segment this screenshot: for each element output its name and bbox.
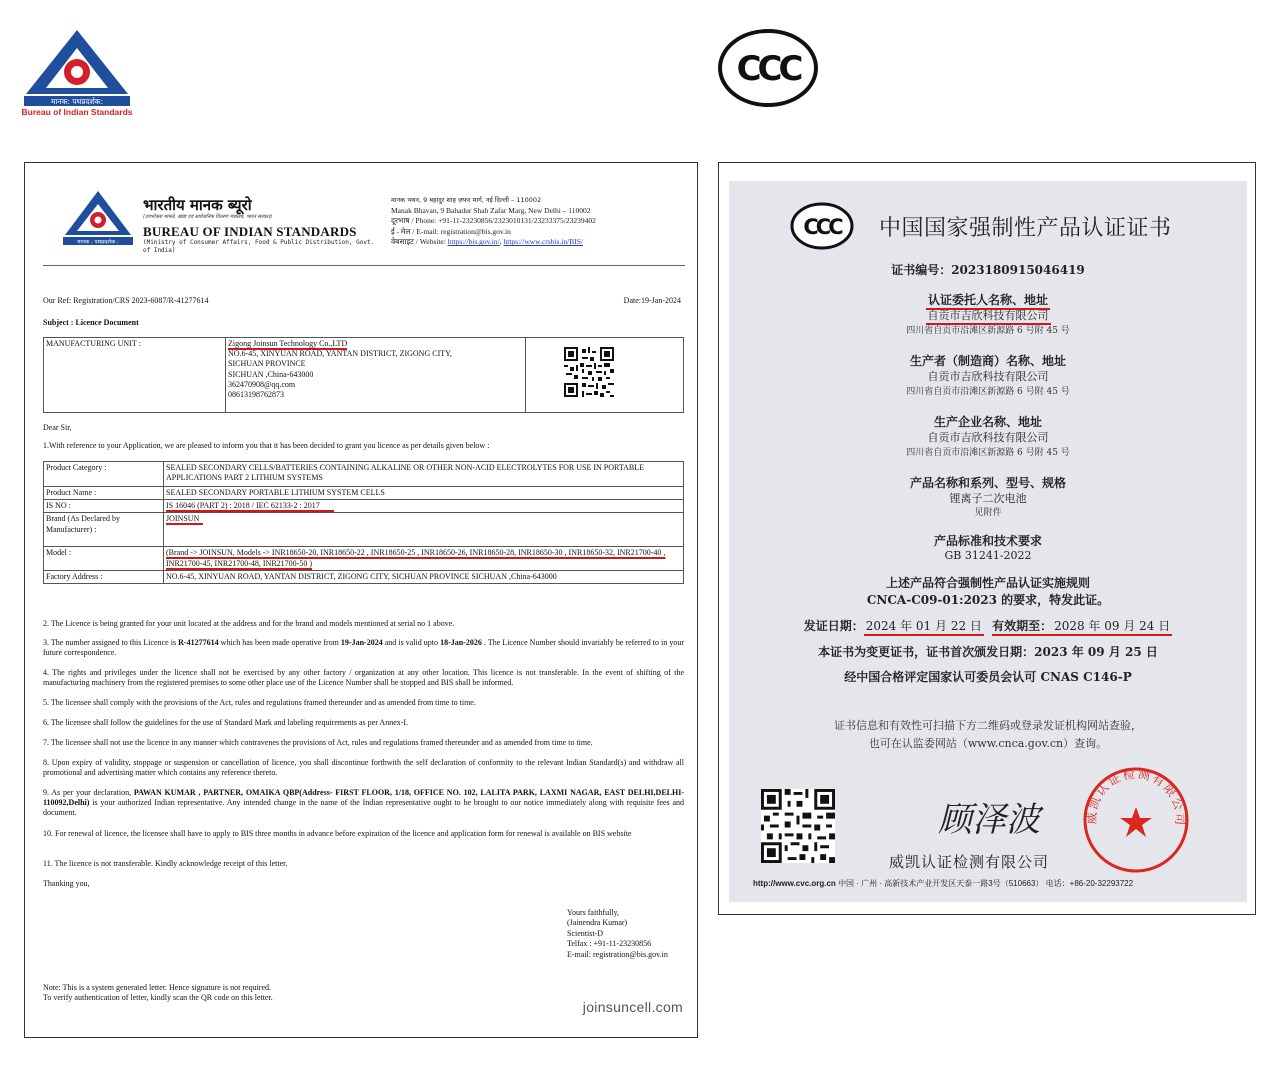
note-line: To verify authentication of letter, kindly scan the QR code on this letter.: [43, 993, 273, 1003]
letter-qr-code[interactable]: [564, 347, 614, 397]
para-5: 5. The licensee shall comply with the provisions of the Act, rules and regulations framed thereunder and as amended from time to time.: [43, 698, 476, 707]
para-6: 6. The licensee shall follow the guidelines for the use of Standard Mark and labeling requirements as per Annex-I.: [43, 718, 409, 727]
manufacturer-email: 362470908@qq.com: [228, 379, 296, 389]
conformity-line-1: 上述产品符合强制性产品认证实施规则: [885, 576, 1090, 590]
seal-text: 威凯认证检测有限公司: [1084, 766, 1188, 828]
qr-cell: [526, 338, 684, 413]
bis-address-hindi: मानक भवन, 9 बहादुर शाह ज़फर मार्ग, नई दिल्ली – 110002: [391, 196, 542, 204]
product-name: 锂离子二次电池: [949, 492, 1027, 505]
product-name-value: SEALED SECONDARY PORTABLE LITHIUM SYSTEM CELLS: [164, 487, 684, 500]
red-official-seal: [1081, 765, 1191, 875]
letter-subject: Subject : Licence Document: [43, 318, 139, 327]
cnas-accreditation: 经中国合格评定国家认可委员会认可 CNAS C146-P: [844, 670, 1132, 684]
joinsuncell-watermark: joinsuncell.com: [582, 999, 683, 1015]
verification-hint-1: 证书信息和有效性可扫描下方二维码或登录发证机构网站查验，: [834, 719, 1142, 732]
licence-to-date: 18-Jan-2026: [440, 638, 482, 647]
is-no-label: IS NO :: [44, 500, 164, 513]
ccc-logo: [717, 28, 819, 108]
brand-value: JOINSUN: [166, 514, 203, 525]
model-label: Model :: [44, 547, 164, 570]
manufacturing-unit-table: [43, 337, 684, 413]
is-no-cell: [164, 500, 684, 513]
para-7: 7. The licensee shall not use the licence in any manner which contravenes the provisions of Act, rules and regulations framed thereunder and as amended from time to time.: [43, 738, 593, 747]
para-10: 10. For renewal of licence, the licensee shall have to apply to BIS three months in advance before expiration of the licence and application form for renewal is available on BIS website: [43, 829, 632, 838]
footer-url[interactable]: http://www.cvc.org.cn: [753, 879, 836, 888]
factory-address: 四川省自贡市沿滩区新源路 6 号附 45 号: [906, 448, 1070, 458]
manufacturer-company: Zigong Joinsun Technology Co.,LTD: [228, 339, 348, 348]
bis-website-link[interactable]: https://bis.gov.in/: [447, 237, 500, 247]
bis-english-name: BUREAU OF INDIAN STANDARDS: [143, 224, 357, 239]
brand-label: Brand (As Declared by Manufacturer) :: [44, 513, 164, 547]
dates-row: [729, 617, 1247, 636]
manufacturer-name: 自贡市吉欣科技有限公司: [927, 370, 1049, 383]
bis-website-label: वेबसाइट / Website:: [391, 237, 448, 247]
conformity-line-2: CNCA-C09-01:2023 的要求，特发此证。: [866, 593, 1110, 607]
applicant-heading-text: 认证委托人名称、地址: [926, 291, 1050, 310]
certificate-ccc-logo: [789, 201, 855, 251]
model-cell: [164, 547, 684, 570]
manufacturer-address-line: NO.6-45, XINYUAN ROAD, YANTAN DISTRICT, ZIGONG CITY,: [228, 349, 452, 359]
bis-email: ई - मेल / E-mail: registration@bis.gov.in: [391, 226, 511, 236]
standard-value: GB 31241-2022: [944, 549, 1032, 562]
factory-address-label: Factory Address :: [44, 570, 164, 583]
bis-contact-block: [391, 195, 671, 248]
certificate-number: 证书编号：2023180915046419: [891, 263, 1085, 277]
our-ref: Our Ref: Registration/CRS 2023-6087/R-41277614: [43, 296, 209, 305]
issuing-organization: 威凯认证检测有限公司: [889, 853, 1050, 871]
certificate-background: [729, 181, 1247, 902]
manufacturer-heading: 生产者（制造商）名称、地址: [909, 354, 1066, 368]
bis-address: Manak Bhavan, 9 Bahadur Shah Zafar Marg, New Delhi – 110002: [391, 205, 591, 215]
para-9-text: is your authorized Indian representative. Any intended change in the name of the Indian representative ought to be brought to our notice immediately along with requisite fees and document.: [43, 798, 684, 818]
issue-date: 2024 年 01 月 22 日: [864, 617, 984, 636]
certificate-title: 中国国家强制性产品认证证书: [879, 216, 1172, 241]
para-3-text: which has been made operative from: [218, 638, 341, 647]
product-category-value: SEALED SECONDARY CELLS/BATTERIES CONTAINING ALKALINE OR OTHER NON-ACID ELECTROLYTES FOR USE IN PORTABLE APPLICATIONS PART 2 LITHIUM SYSTEMS: [164, 462, 684, 487]
letterhead-logo-caption: मानक : पथप्रदर्शक :: [77, 239, 119, 246]
bis-logo: [20, 26, 134, 118]
signatory-telfax: Telfax : +91-11-23230856: [567, 939, 652, 949]
footer-address: 中国 · 广州 · 高新技术产业开发区天泰一路3号（510663）: [838, 879, 1044, 888]
bis-ministry: (Ministry of Consumer Affairs, Food & Public Distribution, Govt. of India): [143, 239, 375, 254]
valid-until-label: 有效期至：: [992, 617, 1052, 636]
para-8: 8. Upon expiry of validity, stoppage or suspension or cancellation of licence, you shall discontinue forthwith the self declaration of conformity to the relevant Indian Standard(s) and withdraw all promotional and advertising matter which contains any reference thereto.: [43, 758, 684, 778]
factory-heading: 生产企业名称、地址: [933, 415, 1042, 429]
signature-line: Yours faithfully,: [567, 908, 620, 917]
bis-hindi-name: भारतीय मानक ब्यूरो: [143, 196, 252, 214]
product-details-table: [43, 461, 684, 584]
certificate-footer: [753, 878, 1133, 889]
handwritten-signature: [929, 793, 1049, 843]
ccc-logo-label: CCC: [736, 49, 800, 89]
is-no-value: IS 16046 (PART 2) : 2018 / IEC 62133-2 : 2017: [166, 501, 334, 512]
para-2: 2. The Licence is being granted for your unit located at the address and for the brand and models mentioned at serial no 1 above.: [43, 619, 455, 628]
signatory-name: (Jainendra Kumar): [567, 918, 628, 928]
letter-date: Date:19-Jan-2024: [623, 296, 681, 305]
note-line: Note: This is a system generated letter. Hence signature is not required.: [43, 983, 272, 992]
letter-greeting: Dear Sir,: [43, 423, 72, 432]
product-models: 见附件: [974, 508, 1002, 518]
bis-licence-letter: [24, 162, 698, 1038]
standard-heading: 产品标准和技术要求: [933, 534, 1042, 548]
ccc-certificate: [718, 162, 1256, 915]
manufacturer-address-line: SICHUAN PROVINCE: [228, 359, 306, 369]
manufacturer-address: 四川省自贡市沿滩区新源路 6 号附 45 号: [906, 387, 1070, 397]
bis-logo-hindi-caption: मानक: पथप्रदर्शक:: [51, 97, 103, 106]
certificate-ccc-label: CCC: [803, 215, 841, 239]
verification-hint-2: 也可在认监委网站（www.cnca.gov.cn）查询。: [868, 737, 1108, 750]
signature-block: [567, 908, 668, 960]
applicant-name: 自贡市吉欣科技有限公司: [926, 307, 1051, 325]
signature-glyphs: 顾泽波: [938, 800, 1040, 840]
applicant-address: 四川省自贡市沿滩区新源路 6 号附 45 号: [906, 326, 1070, 336]
letterhead-divider: [43, 265, 685, 266]
manufacturer-phone: 08613198762873: [228, 390, 284, 400]
para-3-text: 3. The number assigned to this Licence is: [43, 638, 179, 647]
para-3-text: and is valid upto: [382, 638, 441, 647]
licence-number: R-41277614: [178, 638, 219, 647]
para-1: 1.With reference to your Application, we are pleased to inform you that it has been decided to grant you licence as per details given below :: [43, 441, 490, 450]
factory-address-value: NO.6-45, XINYUAN ROAD, YANTAN DISTRICT, ZIGONG CITY, SICHUAN PROVINCE SICHUAN ,China-643000: [164, 570, 684, 583]
para-9-text: 9. As per your declaration,: [43, 788, 134, 797]
para-4: 4. The rights and privileges under the licence shall not be exercised by any other factory / organization at any other location. This licence is not transferable. In the event of shifting of the manufacturing machinery from the registered premises to some other place use of the Licence Number shall be stopped and BIS shall be informed.: [43, 668, 684, 688]
brand-cell: [164, 513, 684, 547]
manufacturing-details: [226, 338, 526, 413]
factory-name: 自贡市吉欣科技有限公司: [927, 431, 1049, 444]
model-value: (Brand -> JOINSUN, Models -> INR18650-20, INR18650-22 , INR18650-25 , INR18650-26, INR18650-28, INR18650-30 , INR18650-32, INR21700-40 , INR21700-45, INR21700-48, INR21700-50 ): [166, 548, 666, 568]
valid-until-date: 2028 年 09 月 24 日: [1052, 617, 1172, 636]
certificate-qr-code[interactable]: [761, 789, 835, 863]
letter-note: [43, 983, 273, 1003]
signatory-email: E-mail: registration@bis.gov.in: [567, 949, 668, 959]
para-3: [43, 638, 684, 658]
manufacturing-label: MANUFACTURING UNIT :: [44, 338, 226, 413]
crsbis-website-link[interactable]: https://www.crsbis.in/BIS/: [503, 237, 584, 247]
footer-phone: 电话：+86-20-32293722: [1045, 879, 1134, 888]
issue-date-label: 发证日期：: [803, 619, 864, 633]
manufacturer-address-line: SICHUAN ,China-643000: [228, 369, 314, 379]
indian-representative: PAWAN KUMAR , PARTNER, OMAIKA QBP(Address- FIRST FLOOR, 1/18, OFFICE NO. 102, LALITA PARK, LAXMI NAGAR, EAST DELHI,DELHI- 110092,Delhi): [43, 788, 684, 808]
bis-hindi-ministry: (उपभोक्ता मामले, खाद्य एवं सार्वजनिक वितरण मंत्रालय, भारत सरकार): [143, 214, 273, 220]
product-category-label: Product Category :: [44, 462, 164, 487]
licence-from-date: 19-Jan-2024: [340, 638, 383, 647]
change-certificate-note: 本证书为变更证书，证书首次颁发日期：2023 年 09 月 25 日: [818, 645, 1158, 659]
bis-logo-caption: Bureau of Indian Standards: [21, 107, 133, 117]
para-11: 11. The licence is not transferable. Kindly acknowledge receipt of this letter.: [43, 859, 288, 868]
thanking: Thanking you,: [43, 879, 90, 888]
product-heading: 产品名称和系列、型号、规格: [909, 476, 1066, 490]
product-name-label: Product Name :: [44, 487, 164, 500]
bis-phone: दूरभाष / Phone: +91-11-23230856/2323010131/23233375/23239402: [391, 216, 596, 226]
bis-letterhead-logo: [63, 189, 133, 253]
bis-website-line: वेबसाइट / Website: https://bis.gov.in/, https://www.crsbis.in/BIS/: [391, 237, 584, 247]
signatory-title: Scientist-D: [567, 928, 603, 938]
para-3-text: . The Licence Number should invariably be referred to in your future correspondence.: [43, 638, 685, 658]
para-9: [43, 788, 684, 819]
